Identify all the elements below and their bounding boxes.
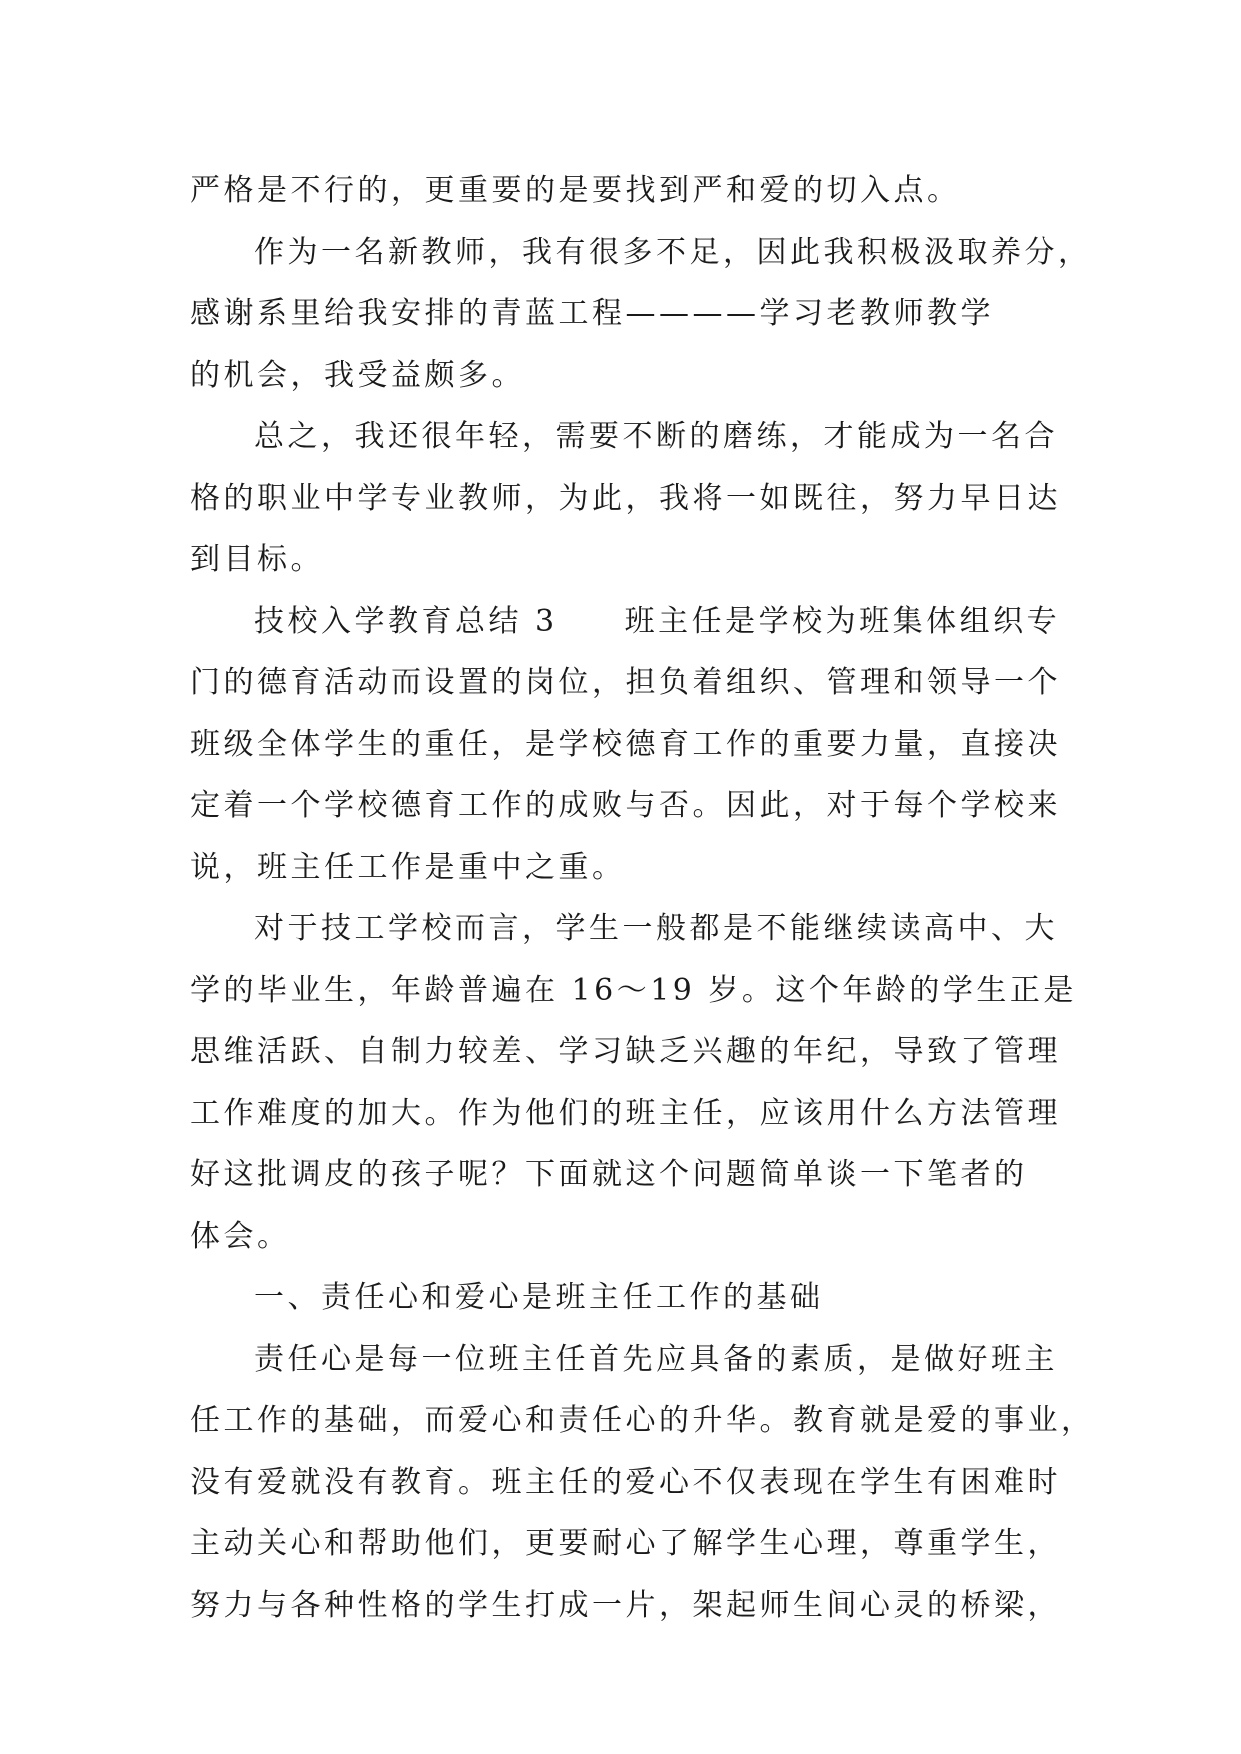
document-body	[190, 160, 1095, 1636]
text-line: 对于技工学校而言，学生一般都是不能继续读高中、大	[254, 911, 1058, 946]
text-line: 到目标。	[190, 542, 324, 577]
text-line: 努力与各种性格的学生打成一片，架起师生间心灵的桥梁，	[190, 1587, 1061, 1623]
text-line: 总之，我还很年轻，需要不断的磨练，才能成为一名合	[254, 419, 1058, 454]
text-line: 门的德育活动而设置的岗位，担负着组织、管理和领导一个	[190, 665, 1061, 700]
text-line: 体会。	[190, 1218, 291, 1254]
text-line: 班级全体学生的重任，是学校德育工作的重要力量，直接决	[190, 726, 1061, 762]
text-line: 感谢系里给我安排的青蓝工程————学习老教师教学	[190, 296, 994, 331]
text-line: 学的毕业生，年龄普遍在 16～19 岁。这个年龄的学生正是	[190, 972, 1077, 1008]
text-line: 格的职业中学专业教师，为此，我将一如既往，努力早日达	[190, 480, 1061, 516]
text-line: 定着一个学校德育工作的成败与否。因此，对于每个学校来	[190, 788, 1061, 823]
text-line: 技校入学教育总结 3 班主任是学校为班集体组织专	[254, 603, 1061, 639]
text-line: 责任心是每一位班主任首先应具备的素质，是做好班主	[254, 1341, 1058, 1377]
text-line: 的机会，我受益颇多。	[190, 357, 525, 393]
text-line: 作为一名新教师，我有很多不足，因此我积极汲取养分，	[254, 234, 1092, 270]
text-line: 思维活跃、自制力较差、学习缺乏兴趣的年纪，导致了管理	[190, 1034, 1061, 1069]
text-line: 工作难度的加大。作为他们的班主任，应该用什么方法管理	[190, 1095, 1061, 1131]
section-heading: 一、责任心和爱心是班主任工作的基础	[254, 1280, 824, 1315]
text-line: 主动关心和帮助他们，更要耐心了解学生心理，尊重学生，	[190, 1526, 1061, 1561]
text-line: 说，班主任工作是重中之重。	[190, 849, 626, 885]
text-line: 没有爱就没有教育。班主任的爱心不仅表现在学生有困难时	[190, 1464, 1061, 1500]
text-line: 任工作的基础，而爱心和责任心的升华。教育就是爱的事业，	[190, 1403, 1095, 1438]
text-line: 好这批调皮的孩子呢？下面就这个问题简单谈一下笔者的	[190, 1157, 1028, 1192]
text-line: 严格是不行的，更重要的是要找到严和爱的切入点。	[190, 173, 961, 208]
